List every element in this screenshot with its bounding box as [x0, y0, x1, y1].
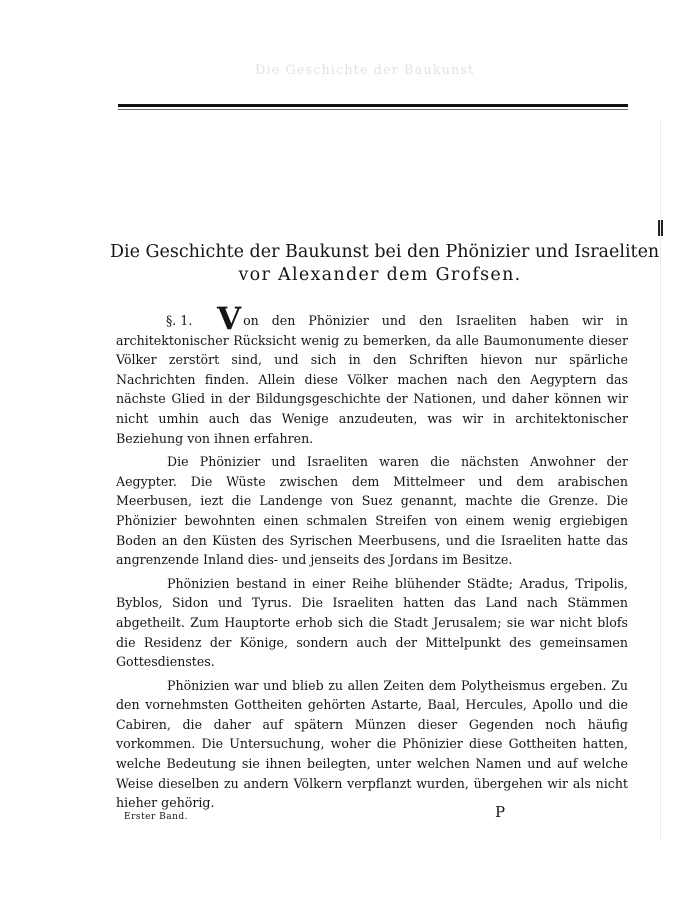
paragraph-2: Die Phönizier und Israeliten waren die nächsten Anwohner der Aegypter. Die Wüste zwischen dem Mittelmeer und dem arabischen Meerbusen, iezt die Landenge von Suez genannt, machte die Grenze. Die Phönizier bewohnten einen schmalen Streifen von einem wenig ergiebigen Boden an den Küsten des Syrischen Meerbusens, und die Israeliten hatte das angrenzende Inland dies- und jenseits des Jordans im Besitze. [116, 454, 628, 568]
chapter-title-line-1: Die Geschichte der Baukunst bei den Phönizier und Israeliten [110, 242, 660, 262]
paragraph-4: Phönizien war und blieb zu allen Zeiten dem Polytheismus ergeben. Zu den vornehmsten Gottheiten gehörten Astarte, Baal, Hercules, Apollo und die Cabiren, die daher auf spätern Münzen dieser Gegenden noch häufig vorkommen. Die Untersuchung, woher die Phönizier diese Gottheiten hatten, welche Bedeutung sie ihnen beilegten, unter welchen Namen und auf welche Weise dieselben zu andern Völkern verpflanzt wurden, übergehen wir als nicht hieher gehörig. [116, 677, 628, 811]
paragraph-3: Phönizien bestand in einer Reihe blühender Städte; Aradus, Tripolis, Byblos, Sidon und Tyrus. Die Israeliten hatten das Land nach Stämmen abgetheilt. Zum Hauptorte erhob sich die Stadt Jerusalem; sie war nicht blofs die Residenz der Könige, sondern auch der Mittelpunkt des gemeinsamen Gottesdienstes. [116, 575, 628, 670]
bleed-through-header: Die Geschichte der Baukunst [255, 63, 475, 78]
body-text [116, 301, 628, 817]
drop-capital: V [217, 301, 242, 337]
chapter-title-line-2: vor Alexander dem Grofsen. [238, 265, 522, 285]
header-rule-thin [118, 109, 628, 110]
paragraph-1 [116, 301, 628, 448]
paragraph-1-text: on den Phönizier und den Israeliten haben wir in architektonischer Rücksicht wenig zu bemerken, da alle Baumonumente dieser Völker zerstört sind, und sich in den Schriften hievon nur spärliche Nachrichten finden. Allein diese Völker machen nach den Aegyptern das nächste Glied in der Bildungsgeschichte der Nationen, und daher können wir nicht umhin auch das Wenige anzudeuten, was wir in architektonischer Beziehung von ihnen erfahren. [116, 313, 628, 446]
section-number: §. 1. [166, 313, 193, 328]
header-rule-thick [118, 104, 628, 107]
page-edge-line [660, 120, 661, 840]
volume-note: Erster Band. [124, 812, 188, 822]
signature-mark: P [495, 803, 506, 821]
chapter-title [110, 241, 660, 287]
